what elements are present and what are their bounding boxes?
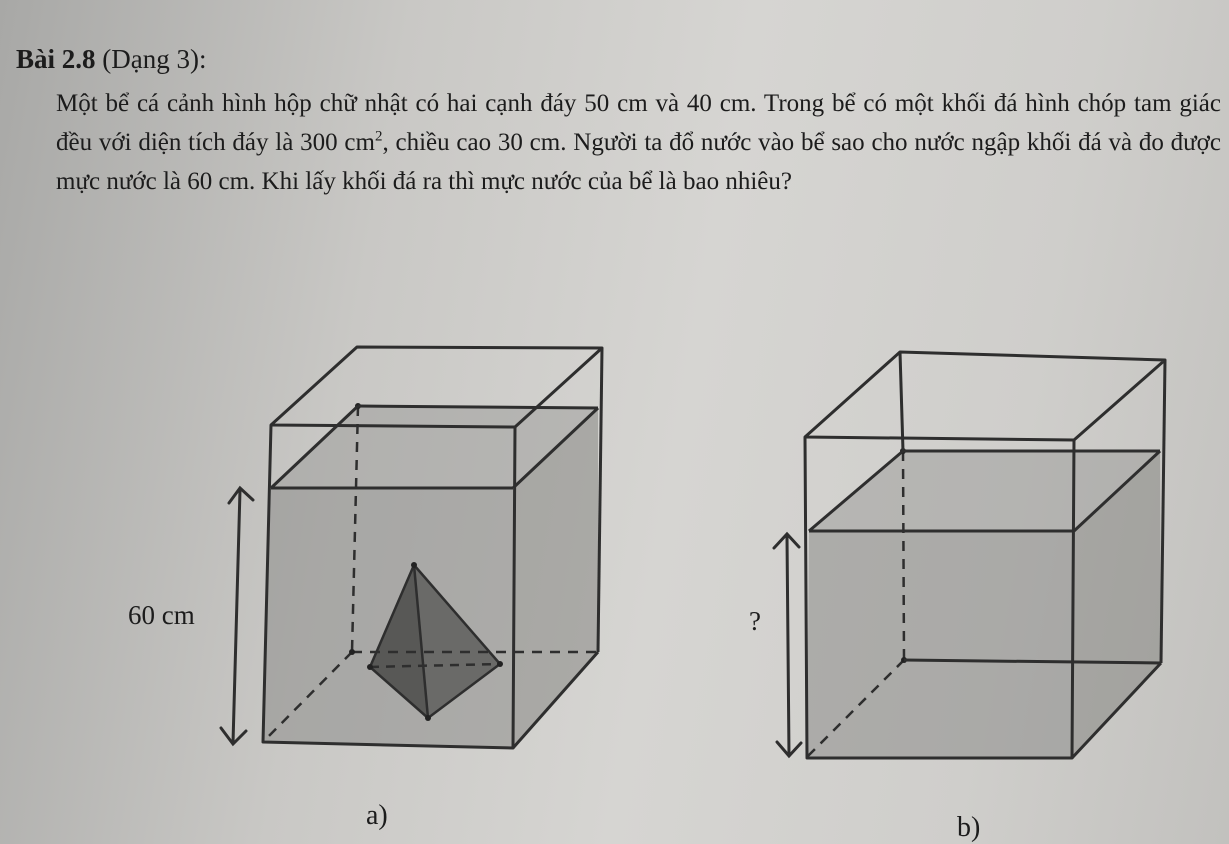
exercise-type: (Dạng 3): — [102, 44, 207, 74]
tank-figure-a — [221, 347, 602, 748]
tank-figure-b — [774, 352, 1165, 758]
area-exponent: 2 — [374, 128, 383, 145]
problem-text-part1: Một bể cá cảnh hình hộp chữ nhật có hai cạnh đáy 50 cm và 40 cm. Trong bể có một khối đá hình chóp tam giác đều với diện tích đáy là 300 cm — [56, 90, 1221, 156]
height-label-b: ? — [749, 606, 761, 636]
water-front-b — [807, 531, 1074, 758]
exercise-number: Bài 2.8 — [16, 44, 96, 74]
figure-caption-b: b) — [957, 812, 981, 843]
problem-text-part2: , chiều cao 30 cm. Người ta đổ nước vào bể sao cho nước ngập khối đá và đo được mực nước là 60 cm. Khi lấy khối đá ra thì mực nước của bể là bao nhiêu? — [56, 129, 1221, 195]
figure-caption-a: a) — [366, 800, 388, 831]
height-label-a: 60 cm — [128, 600, 195, 630]
water-front-a — [263, 488, 513, 748]
